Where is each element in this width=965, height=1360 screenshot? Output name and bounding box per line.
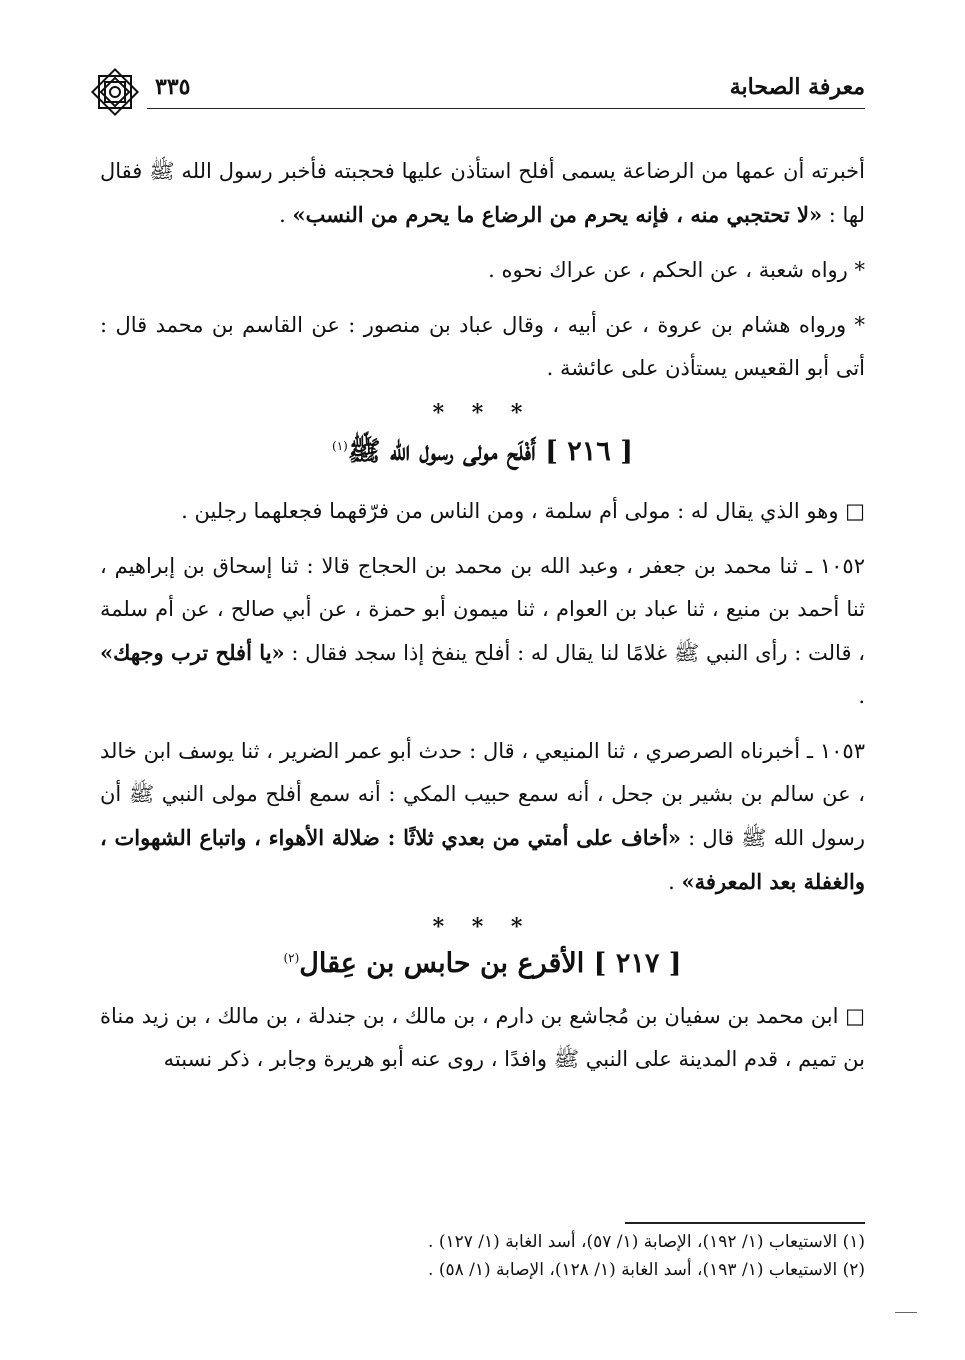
page-header: [85, 62, 865, 122]
entry-heading-216-text: [ ٢١٦ ] أَفْلَح مولى رسول الله ﷺ: [347, 436, 633, 467]
corner-mark: [895, 1312, 917, 1313]
footnote-ref-2: (٢): [283, 951, 300, 965]
footnotes: [100, 1222, 865, 1284]
hadith-1052-text: ١٠٥٢ ـ ثنا محمد بن جعفر ، وعبد الله بن محمد بن الحجاج قالا : ثنا إسحاق بن إبراهيم ، ثنا أحمد بن منيع ، ثنا عباد بن العوام ، ثنا ميمون أبو حمزة ، عن أبي صالح ، عن أم سلمة ، قالت : رأى النبي ﷺ غلامًا لنا يقال له : أفلح ينفخ إذا سجد فقال :: [100, 554, 865, 665]
footnote-ref-1: (١): [332, 439, 348, 453]
paragraph-1: [100, 150, 865, 237]
paragraph-3: * ورواه هشام بن عروة ، عن أبيه ، وقال عباد بن منصور : عن القاسم بن محمد قال : أتى أبو القعيس يستأذن على عائشة .: [100, 313, 865, 380]
hadith-1053-end: .: [668, 870, 682, 894]
footnote-2: (٢) الاستيعاب (١/ ١٩٣)، أسد الغابة (١/ ١٢٨)، الإصابة (١/ ٥٨) .: [428, 1260, 865, 1280]
footnote-rule: [625, 1222, 865, 1224]
section-divider-1: * * *: [432, 400, 533, 426]
page-number: ٣٣٥: [155, 74, 191, 100]
page-body: [100, 150, 865, 1081]
paragraph-4: □ وهو الذي يقال له : مولى أم سلمة ، ومن الناس من فرّقهما فجعلهما رجلين .: [181, 499, 865, 523]
entry-heading-217-text: [ ٢١٧ ] الأقرع بن حابس بن عِقال: [299, 948, 682, 979]
footnote-1: (١) الاستيعاب (١/ ١٩٢)، الإصابة (١/ ٥٧)، أسد الغابة (١/ ١٢٧) .: [428, 1232, 865, 1252]
paragraph-1-text: أخبرته أن عمها من الرضاعة يسمى أفلح استأذن عليها فحجبته فأخبر رسول الله ﷺ فقال لها :: [100, 159, 865, 227]
paragraph-1-end: .: [279, 203, 293, 227]
hadith-1052-end: .: [858, 684, 865, 708]
hadith-1052: [100, 545, 865, 718]
header-rule: [147, 108, 865, 109]
entry-heading-217: [100, 948, 865, 979]
paragraph-7: □ ابن محمد بن سفيان بن مُجاشع بن دارم ، بن مالك ، بن جندلة ، بن مالك ، بن زيد مناة بن تميم ، قدم المدينة على النبي ﷺ وافدًا ، روى عنه أبو هريرة وجابر ، ذكر نسبته: [100, 1004, 865, 1071]
hadith-quote-1052: «يا أفلح ترب وجهك»: [100, 640, 285, 665]
entry-heading-216: [100, 434, 865, 474]
eight-point-star-ornament-icon: [85, 62, 145, 122]
hadith-1053-text: ١٠٥٣ ـ أخبرناه الصرصري ، ثنا المنيعي ، قال : حدث أبو عمر الضرير ، ثنا يوسف ابن خالد ، عن سالم بن بشير بن جحل ، أنه سمع حبيب المكي : أنه سمع أفلح مولى النبي ﷺ أن رسول الله ﷺ قال :: [100, 739, 865, 850]
hadith-quote-1: «لا تحتجبي منه ، فإنه يحرم من الرضاع ما يحرم من النسب»: [292, 202, 823, 227]
running-title: معرفة الصحابة: [729, 74, 865, 100]
section-divider-2: * * *: [432, 914, 533, 940]
paragraph-2: * رواه شعبة ، عن الحكم ، عن عراك نحوه .: [488, 258, 865, 282]
hadith-1053: [100, 730, 865, 904]
hadith-quote-1053: «أخاف على أمتي من بعدي ثلاثًا : ضلالة الأهواء ، واتباع الشهوات ، والغفلة بعد المعرفة»: [100, 825, 865, 894]
